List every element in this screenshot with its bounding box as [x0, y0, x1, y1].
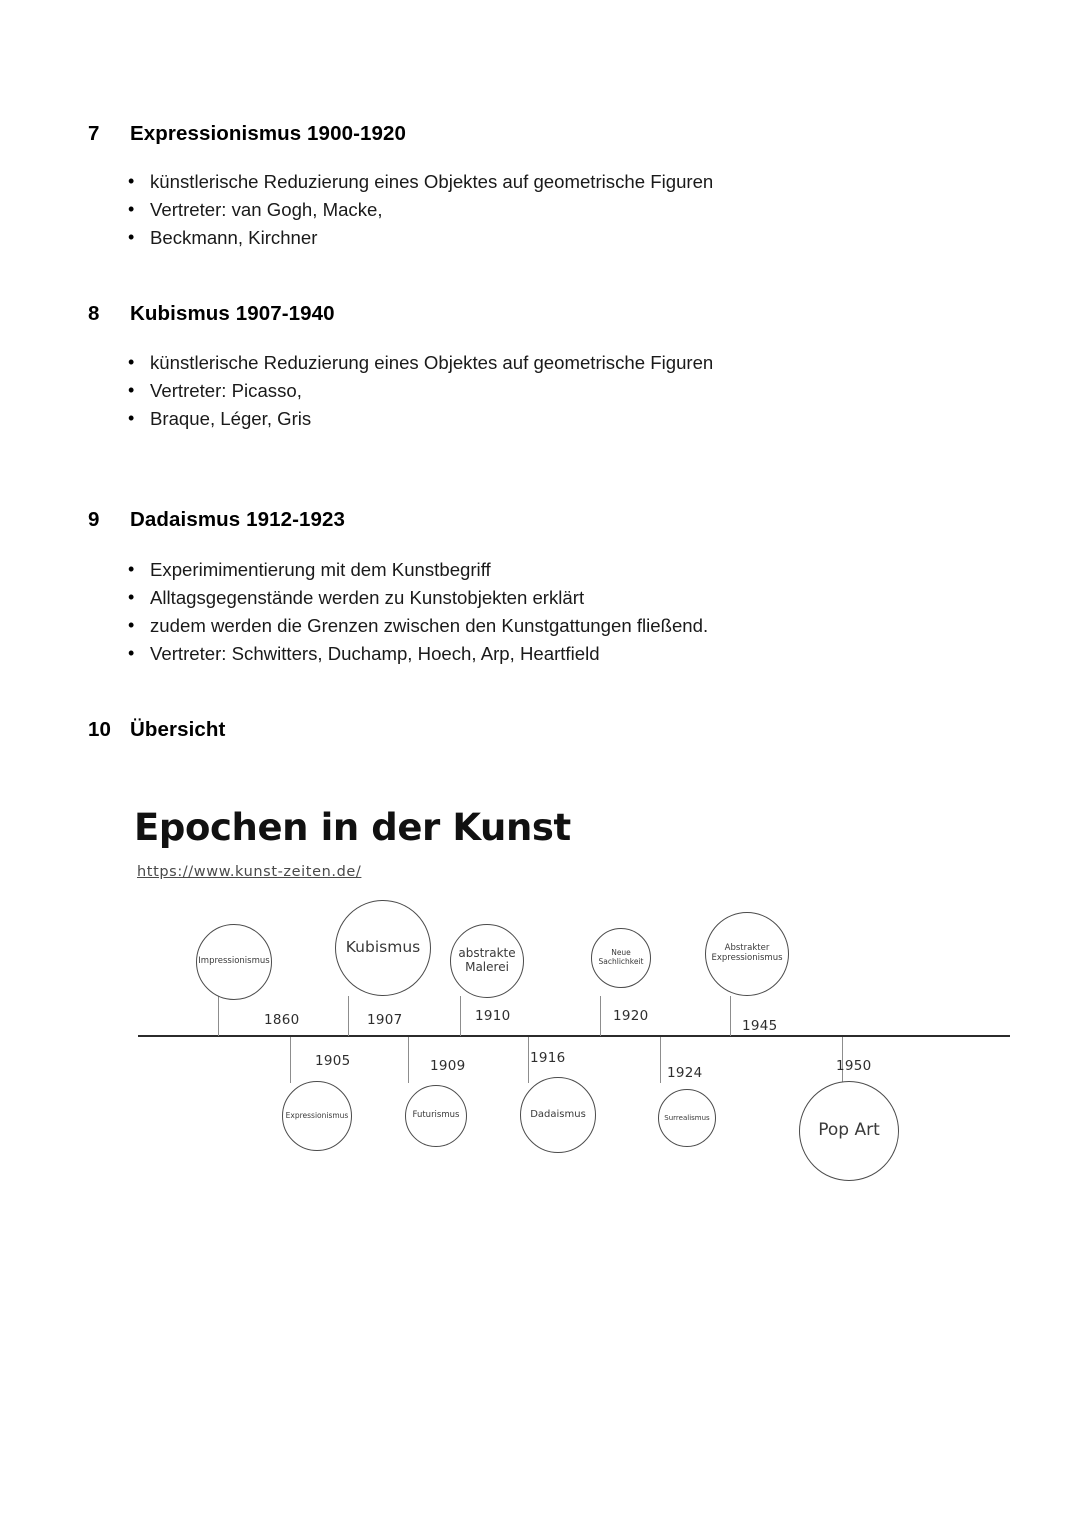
timeline-node-abstrakter-expressionismus	[705, 912, 789, 996]
figure-title: Epochen in der Kunst	[134, 806, 571, 849]
figure-source-url: https://www.kunst-zeiten.de/	[137, 864, 362, 880]
section-kubismus	[88, 302, 988, 433]
section-expressionismus	[88, 122, 988, 252]
timeline-node-pop-art	[799, 1081, 899, 1181]
section-number: 8	[88, 302, 100, 325]
list-item: • Braque, Léger, Gris	[88, 405, 988, 433]
timeline-node-dadaismus	[520, 1077, 596, 1153]
list-item: • Vertreter: Schwitters, Duchamp, Hoech, Arp, Heartfield	[88, 640, 988, 668]
year-label: 1916	[530, 1050, 566, 1066]
node-label: Abstrakter Expressionismus	[711, 943, 783, 963]
list-item: • Vertreter: van Gogh, Macke,	[88, 196, 988, 224]
timeline-node-neue-sachlichkeit	[591, 928, 651, 988]
timeline-figure	[130, 800, 1020, 1220]
year-label: 1910	[475, 1008, 511, 1024]
timeline-node-futurismus	[405, 1085, 467, 1147]
node-label: Expressionismus	[285, 1110, 349, 1120]
tick-mark	[408, 1037, 409, 1083]
tick-mark	[730, 996, 731, 1036]
tick-mark	[218, 996, 219, 1036]
timeline-node-kubismus	[335, 900, 431, 996]
tick-mark	[348, 996, 349, 1036]
timeline-node-abstrakte-malerei	[450, 924, 524, 998]
bullet-list	[88, 168, 988, 252]
node-label: Kubismus	[345, 938, 421, 957]
year-label: 1945	[742, 1018, 778, 1034]
section-title: Kubismus 1907-1940	[130, 302, 335, 325]
timeline-node-expressionismus	[282, 1081, 352, 1151]
timeline-node-surrealismus	[658, 1089, 716, 1147]
year-label: 1907	[367, 1012, 403, 1028]
section-title: Expressionismus 1900-1920	[130, 122, 406, 145]
section-heading	[88, 122, 988, 146]
section-heading	[88, 508, 988, 532]
tick-mark	[460, 996, 461, 1036]
list-item: • Vertreter: Picasso,	[88, 377, 988, 405]
node-label: Surrealismus	[664, 1113, 710, 1122]
tick-mark	[660, 1037, 661, 1083]
list-item: • Beckmann, Kirchner	[88, 224, 988, 252]
section-dadaismus	[88, 508, 988, 668]
node-label: abstrakte Malerei	[458, 946, 516, 974]
year-label: 1920	[613, 1008, 649, 1024]
list-item: • Alltagsgegenstände werden zu Kunstobjekten erklärt	[88, 584, 988, 612]
section-title: Dadaismus 1912-1923	[130, 508, 346, 531]
year-label: 1860	[264, 1012, 300, 1028]
year-label: 1924	[667, 1065, 703, 1081]
tick-mark	[600, 996, 601, 1036]
node-label: Dadaismus	[530, 1109, 586, 1121]
section-number: 9	[88, 508, 100, 531]
section-title: Übersicht	[130, 718, 226, 741]
year-label: 1950	[836, 1058, 872, 1074]
section-uebersicht	[88, 718, 988, 742]
node-label: Impressionismus	[198, 956, 270, 967]
list-item: • künstlerische Reduzierung eines Objektes auf geometrische Figuren	[88, 168, 988, 196]
tick-mark	[290, 1037, 291, 1083]
timeline-node-impressionismus	[196, 924, 272, 1000]
section-heading	[88, 718, 988, 742]
year-label: 1909	[430, 1058, 466, 1074]
bullet-list	[88, 556, 988, 668]
bullet-list	[88, 349, 988, 433]
list-item: • zudem werden die Grenzen zwischen den Kunstgattungen fließend.	[88, 612, 988, 640]
list-item: • künstlerische Reduzierung eines Objektes auf geometrische Figuren	[88, 349, 988, 377]
section-number: 7	[88, 122, 100, 145]
node-label: Pop Art	[818, 1120, 880, 1141]
year-label: 1905	[315, 1053, 351, 1069]
list-item: • Experimimentierung mit dem Kunstbegriff	[88, 556, 988, 584]
tick-mark	[528, 1037, 529, 1083]
node-label: Futurismus	[412, 1110, 460, 1121]
timeline-axis	[138, 1035, 1010, 1037]
node-label: Neue Sachlichkeit	[598, 948, 644, 966]
section-number: 10	[88, 718, 112, 741]
section-heading	[88, 302, 988, 326]
